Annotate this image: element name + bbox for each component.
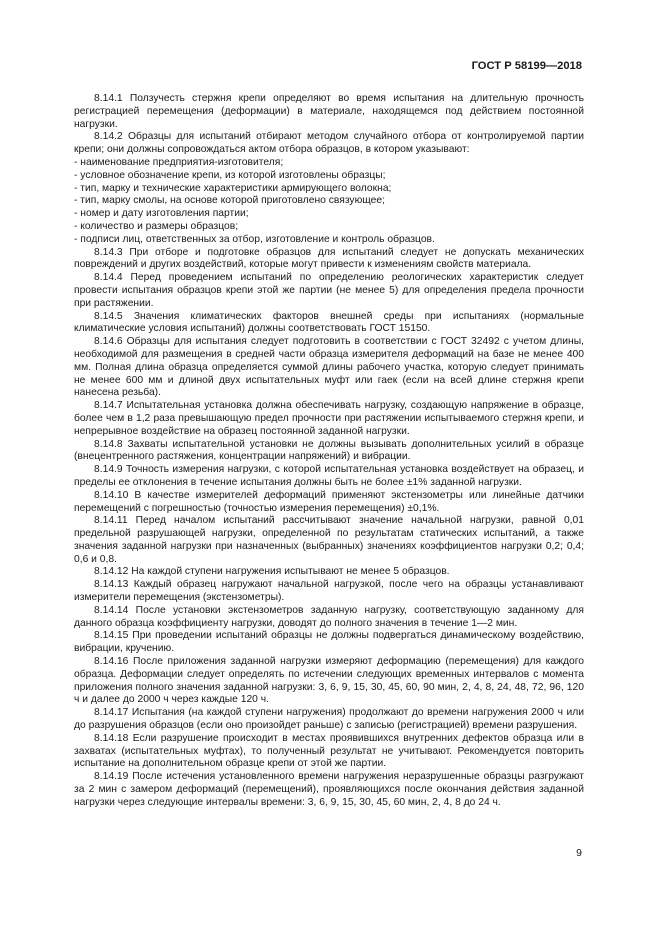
- paragraph: 8.14.17 Испытания (на каждой ступени нагружения) продолжают до времени нагружения 2000 ч или до разрушения образцов (если оно произойдет раньше) с записью (регистрацией) времени разрушения.: [74, 707, 584, 732]
- document-body: [74, 93, 584, 810]
- paragraph: 8.14.9 Точность измерения нагрузки, с которой испытательная установка воздействует на образец, и пределы ее отклонения в течение испытания должны быть не более ±1% заданной нагрузки.: [74, 464, 584, 488]
- paragraph: 8.14.4 Перед проведением испытаний по определению реологических характеристик следует провести испытания образцов крепи этой же партии (не менее 5) для определения предела прочности при растяжении.: [74, 272, 584, 309]
- paragraph: 8.14.13 Каждый образец нагружают начальной нагрузкой, после чего на образцы устанавливают измерители перемещения (экстензометры).: [74, 579, 584, 604]
- paragraph: 8.14.18 Если разрушение происходит в местах проявившихся внутренних дефектов образца или в захватах (испытательных муфтах), то полученный результат не учитывают. Рекомендуется повторить испытание на дополнительном образце крепи от этой же партии.: [74, 732, 584, 770]
- paragraph: 8.14.8 Захваты испытательной установки не должны вызывать дополнительных усилий в образце (внецентренного растяжения, концентрации напряжений) и вибрации.: [74, 438, 584, 463]
- paragraph: 8.14.14 После установки экстензометров заданную нагрузку, соответствующую заданному для данного образца коэффициенту нагрузки, доводят до полного значения в течение 1—2 мин.: [74, 604, 584, 629]
- paragraph: 8.14.16 После приложения заданной нагрузки измеряют деформацию (перемещения) для каждого образца. Деформации следует определять по истечении следующих временных интервалов с момента приложения полного значения заданной нагрузки: 3, 6, 9, 15, 30, 45, 60, 90 мин, 2, 4, 8, 24, 48, 72, 96, 120 ч и далее до 2000 ч через каждые 120 ч.: [74, 656, 584, 706]
- page-number: 9: [576, 847, 582, 859]
- paragraph: 8.14.10 В качестве измерителей деформаций применяют экстензометры или линейные датчики перемещений с погрешностью (точностью измерения перемещения) ±0,1%.: [74, 489, 584, 514]
- paragraph: 8.14.5 Значения климатических факторов внешней среды при испытаниях (нормальные климатические условия испытаний) должны соответствовать ГОСТ 15150.: [74, 310, 584, 335]
- paragraph: 8.14.1 Ползучесть стержня крепи определяют во время испытания на длительную прочность регистрацией перемещения (деформации) в материале, находящемся под действием постоянной нагрузки.: [74, 93, 584, 130]
- paragraph: 8.14.11 Перед началом испытаний рассчитывают значение начальной нагрузки, равной 0,01 предельной разрушающей нагрузки, определенной по результатам статических испытаний, а также значения заданной нагрузки при назначенных (выбранных) значениях коэффициентов нагрузки 0,2; 0,4; 0,6 и 0,8.: [74, 515, 584, 565]
- list-item: - тип, марку и технические характеристики армирующего волокна;: [74, 182, 392, 194]
- paragraph: 8.14.2 Образцы для испытаний отбирают методом случайного отбора от контролируемой партии крепи; они должны сопровождаться актом отбора образцов, в котором указывают:: [74, 131, 584, 156]
- paragraph: 8.14.15 При проведении испытаний образцы не должны подвергаться динамическому воздействию, вибрации, кручению.: [74, 630, 584, 655]
- list-item: - количество и размеры образцов;: [74, 220, 239, 232]
- paragraph: 8.14.12 На каждой ступени нагружения испытывают не менее 5 образцов.: [94, 566, 450, 578]
- paragraph: 8.14.7 Испытательная установка должна обеспечивать нагрузку, создающую напряжение в образце, более чем в 1,2 раза превышающую предел прочности при растяжении испытываемого стержня крепи, и непрерывное воздействие на образец постоянной заданной нагрузки.: [74, 400, 584, 437]
- paragraph: 8.14.19 После истечения установленного времени нагружения неразрушенные образцы разгружают за 2 мин с замером деформаций (перемещений), проявляющихся после окончания действия заданной нагрузки через следующие интервалы времени: 3, 6, 9, 15, 30, 45, 60 мин, 2, 4, 8 до 24 ч.: [74, 771, 584, 808]
- list-item: - номер и дату изготовления партии;: [74, 208, 249, 220]
- list-item: - наименование предприятия-изготовителя;: [74, 156, 284, 168]
- document-header: ГОСТ Р 58199—2018: [471, 60, 582, 72]
- list-item: - условное обозначение крепи, из которой изготовлены образцы;: [74, 169, 386, 181]
- paragraph: 8.14.6 Образцы для испытания следует подготовить в соответствии с ГОСТ 32492 с учетом длины, необходимой для размещения в средней части образца измерителя деформаций на базе не менее 400 мм. Полная длина образца определяется суммой длины рабочего участка, которую следует принимать не менее 600 мм и длиной двух испытательных муфт или гаек (если на всей длине стержня крепи нанесена резьба).: [74, 336, 584, 399]
- list-item: - подписи лиц, ответственных за отбор, изготовление и контроль образцов.: [74, 233, 435, 245]
- paragraph: 8.14.3 При отборе и подготовке образцов для испытаний следует не допускать механических повреждений и других воздействий, которые могут привести к изменениям свойств материала.: [74, 246, 584, 271]
- list-item: - тип, марку смолы, на основе которой приготовлено связующее;: [74, 195, 385, 207]
